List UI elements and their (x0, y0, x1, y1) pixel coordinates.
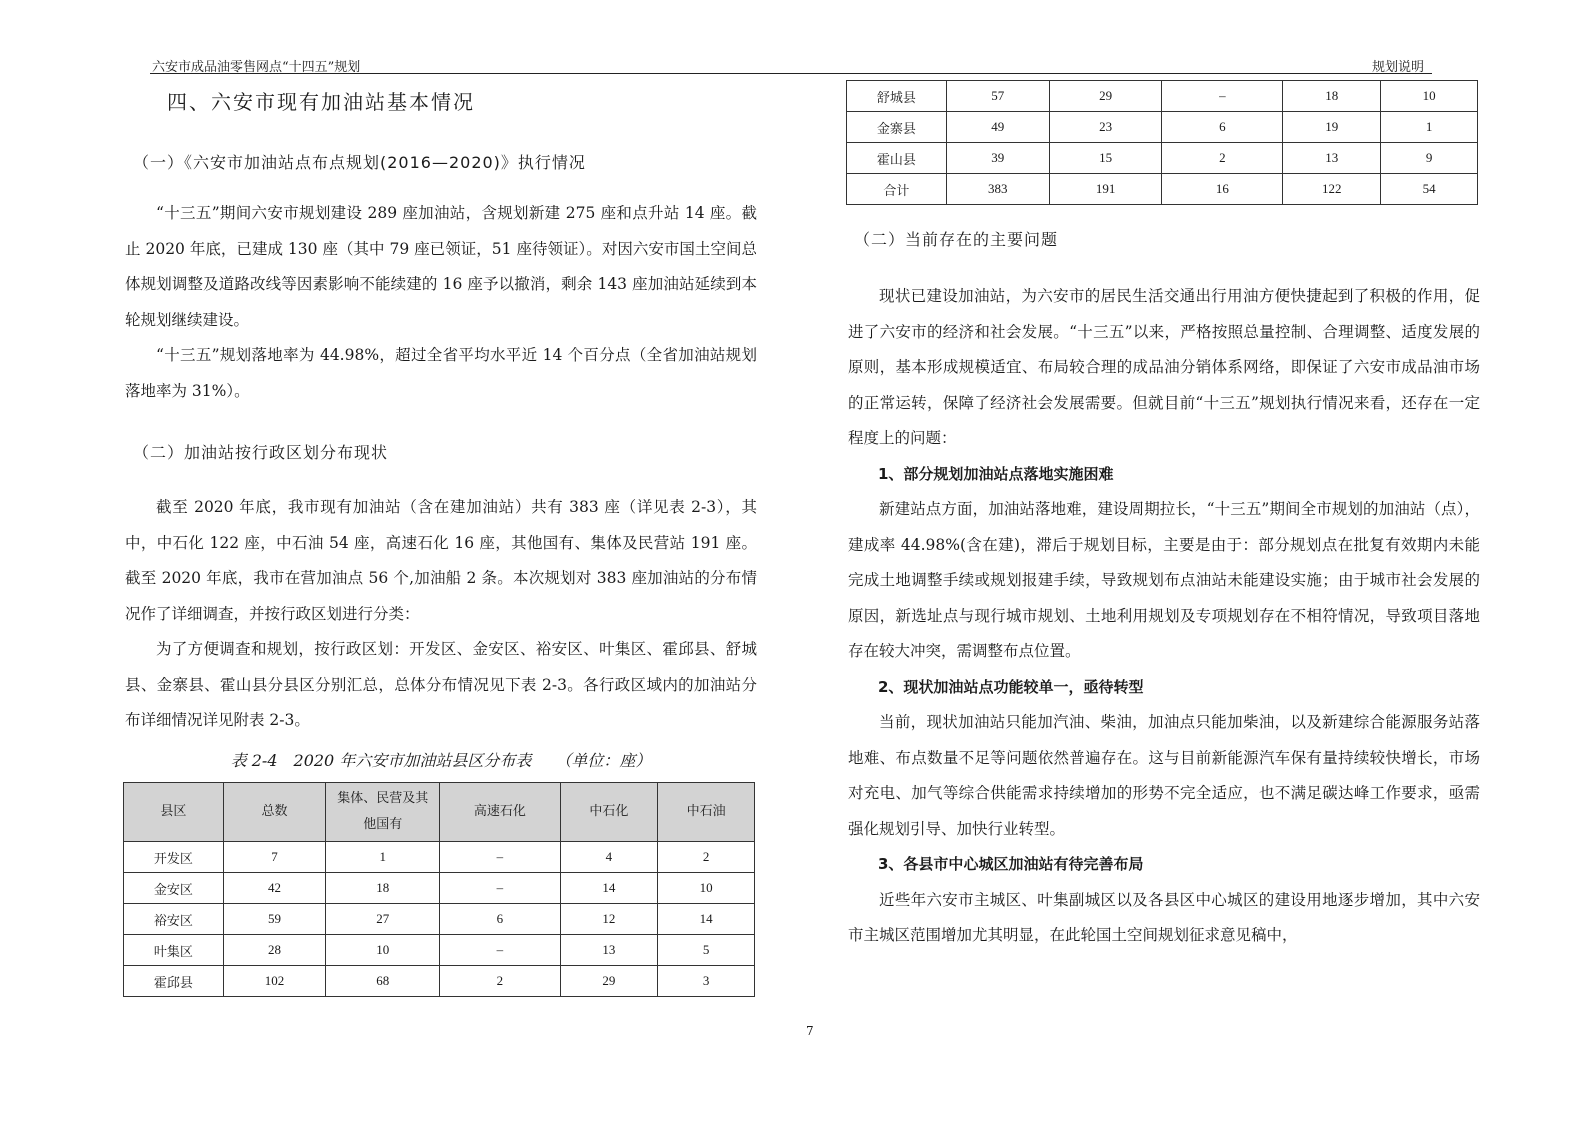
header-cell: 总数 (223, 783, 326, 842)
table-row (847, 143, 1478, 174)
problems-intro-paragraph: 现状已建设加油站，为六安市的居民生活交通出行用油方便快捷起到了积极的作用，促进了六安市的经济和社会发展。“十三五”以来，严格按照总量控制、合理调整、适度发展的原则，基本形成规模适宜、布局较合理的成品油分销体系网络，即保证了六安市成品油市场的正常运转，保障了经济社会发展需要。但就目前“十三五”规划执行情况来看，还存在一定程度上的问题： (848, 287, 1480, 447)
table-cell: 16 (1162, 174, 1283, 205)
table-row (847, 112, 1478, 143)
table-cell: 10 (326, 935, 440, 966)
table-cell: 18 (1283, 81, 1381, 112)
table-cell: 191 (1049, 174, 1162, 205)
table-cell: 12 (560, 904, 658, 935)
table-cell: 27 (326, 904, 440, 935)
table-cell: 102 (223, 966, 326, 997)
problem-1-heading: 1、部分规划加油站点落地实施困难 (878, 464, 1114, 483)
table-cell: – (440, 842, 560, 873)
problem-1-paragraph: 新建站点方面，加油站落地难，建设周期拉长，“十三五”期间全市规划的加油站（点），建成率 44.98%(含在建)，滞后于规划目标，主要是由于：部分规划点在批复有效期内未能完成土地调整手续或规划报建手续，导致规划布点油站未能建设实施；由于城市社会发展的原因，新选址点与现行城市规划、土地利用规划及专项规划存在不相符情况，导致项目落地存在较大冲突，需调整布点位置。 (848, 500, 1480, 660)
header-cell: 高速石化 (440, 783, 560, 842)
page-number: 7 (806, 1024, 814, 1038)
table-cell: 59 (223, 904, 326, 935)
table-row (124, 935, 755, 966)
table-cell: 合计 (847, 174, 947, 205)
table-cell: 裕安区 (124, 904, 224, 935)
table-cell: 叶集区 (124, 935, 224, 966)
table-cell: 19 (1283, 112, 1381, 143)
table-cell: 2 (1162, 143, 1283, 174)
table-cell: 9 (1381, 143, 1478, 174)
table-cell: 金寨县 (847, 112, 947, 143)
table-cell: – (440, 935, 560, 966)
table-cell: 1 (1381, 112, 1478, 143)
section-2-paragraph-1: 截至 2020 年底，我市现有加油站（含在建加油站）共有 383 座（详见表 2-3），其中，中石化 122 座，中石油 54 座，高速石化 16 座，其他国有、集体及民营站 191 座。截至 2020 年底，我市在营加油点 56 个,加油船 2 条。本次规划对 383 座加油站的分布情况作了详细调查，并按行政区划进行分类： (125, 498, 757, 623)
table-cell: – (1162, 81, 1283, 112)
table-cell: 5 (658, 935, 755, 966)
header-cell (326, 783, 440, 842)
table-cell: 舒城县 (847, 81, 947, 112)
table-cell: 18 (326, 873, 440, 904)
table-cell: 2 (440, 966, 560, 997)
chapter-title: 四、六安市现有加油站基本情况 (167, 90, 475, 114)
table-cell: 6 (440, 904, 560, 935)
header-cell: 县区 (124, 783, 224, 842)
header-left: 六安市成品油零售网点“十四五”规划 (152, 60, 361, 75)
table-cell: 68 (326, 966, 440, 997)
table-cell: 霍山县 (847, 143, 947, 174)
table-cell: 23 (1049, 112, 1162, 143)
table-cell: 6 (1162, 112, 1283, 143)
section-1-paragraph-1: “十三五”期间六安市规划建设 289 座加油站，含规划新建 275 座和点升站 14 座。截止 2020 年底，已建成 130 座（其中 79 座已领证，51 座待领证）。对因六安市国土空间总体规划调整及道路改线等因素影响不能续建的 16 座予以撤消，剩余 143 座加油站延续到本轮规划继续建设。 (125, 204, 757, 329)
table-cell: – (440, 873, 560, 904)
header-right: 规划说明 (1372, 60, 1425, 75)
table-cell: 14 (658, 904, 755, 935)
header-cell-text: 集体、民营及其他国有 (337, 791, 429, 832)
table-cell: 10 (1381, 81, 1478, 112)
header-cell: 中石化 (560, 783, 658, 842)
table-cell: 15 (1049, 143, 1162, 174)
table-row (124, 842, 755, 873)
problems-section-title: （二）当前存在的主要问题 (854, 230, 1059, 249)
distribution-table-part-2 (846, 80, 1478, 205)
table-cell: 29 (1049, 81, 1162, 112)
table-cell: 1 (326, 842, 440, 873)
table-cell: 10 (658, 873, 755, 904)
table-cell: 13 (560, 935, 658, 966)
problem-2-paragraph: 当前，现状加油站只能加汽油、柴油，加油点只能加柴油，以及新建综合能源服务站落地难、布点数量不足等问题依然普遍存在。这与目前新能源汽车保有量持续较快增长，市场对充电、加气等综合供能需求持续增加的形势不完全适应，也不满足碳达峰工作要求，亟需强化规划引导、加快行业转型。 (848, 713, 1480, 838)
table-row (124, 966, 755, 997)
table-row (847, 81, 1478, 112)
problem-2-heading: 2、现状加油站点功能较单一，亟待转型 (878, 677, 1144, 696)
table-cell: 383 (946, 174, 1049, 205)
section-2-title: （二）加油站按行政区划分布现状 (133, 443, 389, 462)
table-cell: 39 (946, 143, 1049, 174)
table-cell: 28 (223, 935, 326, 966)
table-cell: 2 (658, 842, 755, 873)
table-cell: 霍邱县 (124, 966, 224, 997)
table-cell: 49 (946, 112, 1049, 143)
table-cell: 7 (223, 842, 326, 873)
table-cell: 29 (560, 966, 658, 997)
table-cell: 4 (560, 842, 658, 873)
table-row (124, 904, 755, 935)
table-header-row (124, 783, 755, 842)
table-caption: 表 2-4 2020 年六安市加油站县区分布表 （单位：座） (230, 751, 652, 770)
section-1-title: （一）《六安市加油站点布点规划(2016—2020)》执行情况 (133, 153, 586, 172)
section-1-paragraph-2: “十三五”规划落地率为 44.98%，超过全省平均水平近 14 个百分点（全省加油站规划落地率为 31%）。 (125, 346, 757, 400)
table-cell: 14 (560, 873, 658, 904)
table-row (124, 873, 755, 904)
table-cell: 开发区 (124, 842, 224, 873)
table-total-row (847, 174, 1478, 205)
header-cell: 中石油 (658, 783, 755, 842)
problem-3-heading: 3、各县市中心城区加油站有待完善布局 (878, 855, 1144, 873)
table-cell: 122 (1283, 174, 1381, 205)
problem-3-paragraph: 近些年六安市主城区、叶集副城区以及各县区中心城区的建设用地逐步增加，其中六安市主城区范围增加尤其明显，在此轮国土空间规划征求意见稿中， (848, 890, 1480, 944)
distribution-table-part-1 (123, 782, 755, 997)
table-cell: 42 (223, 873, 326, 904)
table-cell: 金安区 (124, 873, 224, 904)
table-cell: 3 (658, 966, 755, 997)
table-cell: 54 (1381, 174, 1478, 205)
table-cell: 57 (946, 81, 1049, 112)
section-2-paragraph-2: 为了方便调查和规划，按行政区划：开发区、金安区、裕安区、叶集区、霍邱县、舒城县、金寨县、霍山县分县区分别汇总，总体分布情况见下表 2-3。各行政区域内的加油站分布详细情况详见附表 2-3。 (125, 640, 757, 729)
table-cell: 13 (1283, 143, 1381, 174)
header-rule (150, 73, 1432, 74)
